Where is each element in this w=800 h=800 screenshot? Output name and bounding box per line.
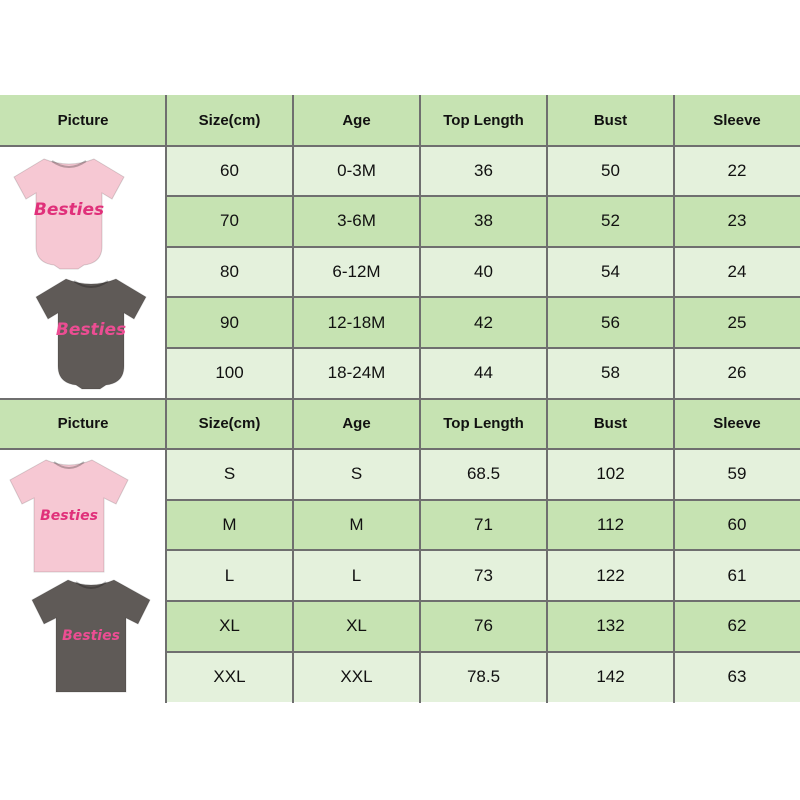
table-cell: 63: [674, 652, 800, 703]
table-cell: 50: [547, 146, 674, 197]
table-cell: 142: [547, 652, 674, 703]
table-cell: 26: [674, 348, 800, 399]
table-cell: 78.5: [420, 652, 547, 703]
column-header: Sleeve: [674, 95, 800, 146]
grid-line: [166, 448, 800, 450]
grid-line: [166, 246, 800, 248]
table-cell: 80: [166, 247, 293, 298]
grid-line: [166, 347, 800, 349]
table-cell: 68.5: [420, 449, 547, 500]
table-cell: 3-6M: [293, 196, 420, 247]
table-cell: 24: [674, 247, 800, 298]
table-cell: XL: [166, 601, 293, 652]
tshirt-image: [26, 574, 156, 699]
column-header: Size(cm): [166, 399, 293, 450]
print-text: Besties: [62, 628, 120, 645]
table-cell: L: [293, 550, 420, 601]
grid-line: [0, 448, 166, 450]
table-cell: 122: [547, 550, 674, 601]
table-cell: XXL: [166, 652, 293, 703]
table-cell: L: [166, 550, 293, 601]
grid-line: [0, 398, 800, 400]
table-cell: 18-24M: [293, 348, 420, 399]
table-cell: XL: [293, 601, 420, 652]
table-cell: 0-3M: [293, 146, 420, 197]
table-cell: 70: [166, 196, 293, 247]
grid-line: [166, 499, 800, 501]
table-cell: 60: [166, 146, 293, 197]
column-header: Age: [293, 399, 420, 450]
tshirt-image: [4, 454, 134, 579]
table-cell: XXL: [293, 652, 420, 703]
column-header: Top Length: [420, 399, 547, 450]
table-cell: 56: [547, 297, 674, 348]
table-cell: 73: [420, 550, 547, 601]
table-cell: 62: [674, 601, 800, 652]
column-header: Top Length: [420, 95, 547, 146]
grid-line: [166, 549, 800, 551]
table-cell: 22: [674, 146, 800, 197]
table-cell: 71: [420, 500, 547, 551]
romper-image: [26, 271, 156, 396]
print-text: Besties: [33, 199, 105, 220]
grid-line: [166, 195, 800, 197]
table-cell: 100: [166, 348, 293, 399]
table-cell: 112: [547, 500, 674, 551]
table-cell: 25: [674, 297, 800, 348]
grid-line: [166, 296, 800, 298]
column-header: Bust: [547, 95, 674, 146]
table-cell: 58: [547, 348, 674, 399]
table-cell: 52: [547, 196, 674, 247]
print-text: Besties: [40, 508, 98, 525]
table-cell: 59: [674, 449, 800, 500]
table-cell: 6-12M: [293, 247, 420, 298]
grid-line: [0, 145, 166, 147]
table-cell: 90: [166, 297, 293, 348]
grid-line: [166, 145, 800, 147]
grid-line: [166, 600, 800, 602]
table-cell: 61: [674, 550, 800, 601]
table-cell: M: [293, 500, 420, 551]
table-cell: S: [293, 449, 420, 500]
table-cell: 44: [420, 348, 547, 399]
table-cell: 102: [547, 449, 674, 500]
table-cell: 54: [547, 247, 674, 298]
table-cell: 76: [420, 601, 547, 652]
size-chart: [0, 95, 800, 703]
column-header: Age: [293, 95, 420, 146]
table-cell: M: [166, 500, 293, 551]
grid-line: [166, 651, 800, 653]
table-cell: 38: [420, 196, 547, 247]
column-header: Bust: [547, 399, 674, 450]
table-cell: 60: [674, 500, 800, 551]
table-cell: 12-18M: [293, 297, 420, 348]
table-cell: 40: [420, 247, 547, 298]
table-cell: 42: [420, 297, 547, 348]
romper-image: [4, 151, 134, 276]
picture-header: Picture: [0, 95, 166, 146]
column-header: Size(cm): [166, 95, 293, 146]
column-header: Sleeve: [674, 399, 800, 450]
table-cell: 23: [674, 196, 800, 247]
print-text: Besties: [55, 319, 127, 340]
table-cell: 36: [420, 146, 547, 197]
table-cell: S: [166, 449, 293, 500]
picture-header: Picture: [0, 399, 166, 450]
table-cell: 132: [547, 601, 674, 652]
